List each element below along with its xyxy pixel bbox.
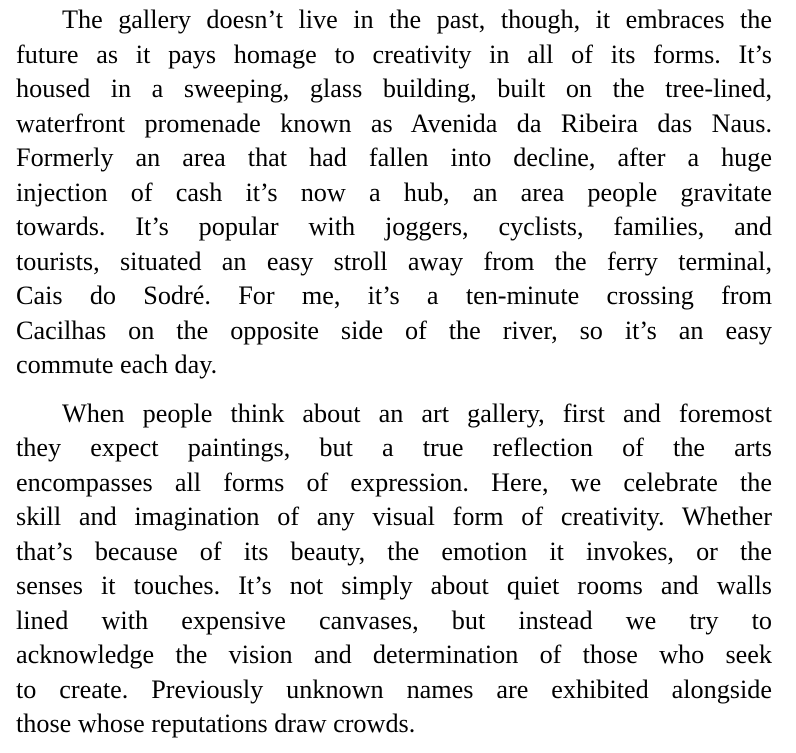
text-line: skill and imagination of any visual form of creativity. Whether	[16, 502, 772, 531]
text-line: towards. It’s popular with joggers, cyclists, families, and	[16, 212, 772, 241]
text-line: future as it pays homage to creativity in all of its forms. It’s	[16, 39, 772, 69]
text-line: to create. Previously unknown names are exhibited alongside	[16, 674, 772, 704]
text-line: waterfront promenade known as Avenida da Ribeira das Naus.	[16, 108, 772, 138]
text-line: acknowledge the vision and determination of those who seek	[16, 640, 772, 669]
text-line: When people think about an art gallery, first and foremost	[62, 398, 772, 428]
text-line: lined with expensive canvases, but instead we try to	[16, 605, 772, 635]
text-line: that’s because of its beauty, the emotion it invokes, or the	[16, 536, 772, 566]
text-line: The gallery doesn’t live in the past, though, it embraces the	[62, 5, 772, 34]
text-line: tourists, situated an easy stroll away from the ferry terminal,	[16, 246, 772, 276]
document-page	[16, 3, 772, 742]
text-line: commute each day.	[16, 350, 218, 379]
text-line: housed in a sweeping, glass building, built on the tree-lined,	[16, 74, 772, 103]
paragraph-2	[16, 397, 772, 742]
text-line: Cais do Sodré. For me, it’s a ten-minute crossing from	[16, 281, 772, 310]
paragraph-1	[16, 3, 772, 383]
text-line: Formerly an area that had fallen into decline, after a huge	[16, 143, 772, 172]
text-line: injection of cash it’s now a hub, an area people gravitate	[16, 177, 772, 207]
text-line: they expect paintings, but a true reflection of the arts	[16, 433, 772, 462]
text-line: encompasses all forms of expression. Here, we celebrate the	[16, 467, 772, 497]
text-line: those whose reputations draw crowds.	[16, 709, 416, 738]
text-line: senses it touches. It’s not simply about quiet rooms and walls	[16, 571, 772, 600]
text-line: Cacilhas on the opposite side of the river, so it’s an easy	[16, 315, 772, 345]
